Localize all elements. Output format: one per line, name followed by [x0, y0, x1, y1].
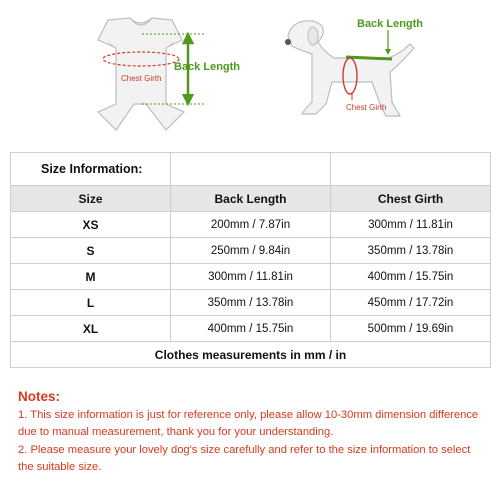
measurement-diagrams — [0, 0, 500, 140]
notes-title: Notes: — [18, 389, 61, 404]
header-size: Size — [11, 186, 171, 212]
chest-girth-cell: 350mm / 13.78in — [331, 238, 491, 264]
table-row — [11, 238, 491, 264]
size-table — [10, 152, 491, 368]
note-line: due to manual measurement, thank you for your understanding. — [18, 426, 334, 439]
back-length-cell: 400mm / 15.75in — [171, 316, 331, 342]
chest-girth-cell: 500mm / 19.69in — [331, 316, 491, 342]
dog-ear — [308, 27, 318, 45]
table-footer-row — [11, 342, 491, 368]
back-length-cell: 300mm / 11.81in — [171, 264, 331, 290]
size-info-row — [11, 153, 491, 186]
size-cell: M — [11, 264, 171, 290]
diagram-canvas — [0, 0, 500, 140]
header-back-length: Back Length — [171, 186, 331, 212]
dog-back-length-label: Back Length — [357, 18, 424, 30]
dog-illustration — [285, 21, 414, 116]
chest-girth-cell: 400mm / 15.75in — [331, 264, 491, 290]
table-row — [11, 316, 491, 342]
size-info-empty-cell — [171, 153, 331, 186]
table-row — [11, 212, 491, 238]
clothing-chest-girth-label: Chest Girth — [121, 74, 162, 83]
size-cell: XS — [11, 212, 171, 238]
size-cell: L — [11, 290, 171, 316]
size-info-empty-cell — [331, 153, 491, 186]
size-cell: S — [11, 238, 171, 264]
note-line: 2. Please measure your lovely dog's size carefully and refer to the size information to select — [18, 443, 471, 456]
back-length-cell: 250mm / 9.84in — [171, 238, 331, 264]
size-cell: XL — [11, 316, 171, 342]
note-line: 1. This size information is just for reference only, please allow 10-30mm dimension difference — [18, 409, 479, 421]
note-line: the suitable size. — [18, 461, 102, 474]
dog-nose — [285, 39, 291, 45]
measurement-unit-note: Clothes measurements in mm / in — [11, 342, 491, 368]
chest-girth-cell: 450mm / 17.72in — [331, 290, 491, 316]
table-header-row — [11, 186, 491, 212]
header-chest-girth: Chest Girth — [331, 186, 491, 212]
table-row — [11, 264, 491, 290]
clothing-back-length-label: Back Length — [174, 61, 241, 73]
back-length-cell: 200mm / 7.87in — [171, 212, 331, 238]
table-row — [11, 290, 491, 316]
size-info-label: Size Information: — [11, 153, 171, 186]
dog-chest-girth-label: Chest Girth — [346, 103, 387, 112]
back-length-cell: 350mm / 13.78in — [171, 290, 331, 316]
notes-section — [18, 389, 490, 477]
dog-body-outline — [288, 21, 414, 116]
chest-girth-cell: 300mm / 11.81in — [331, 212, 491, 238]
